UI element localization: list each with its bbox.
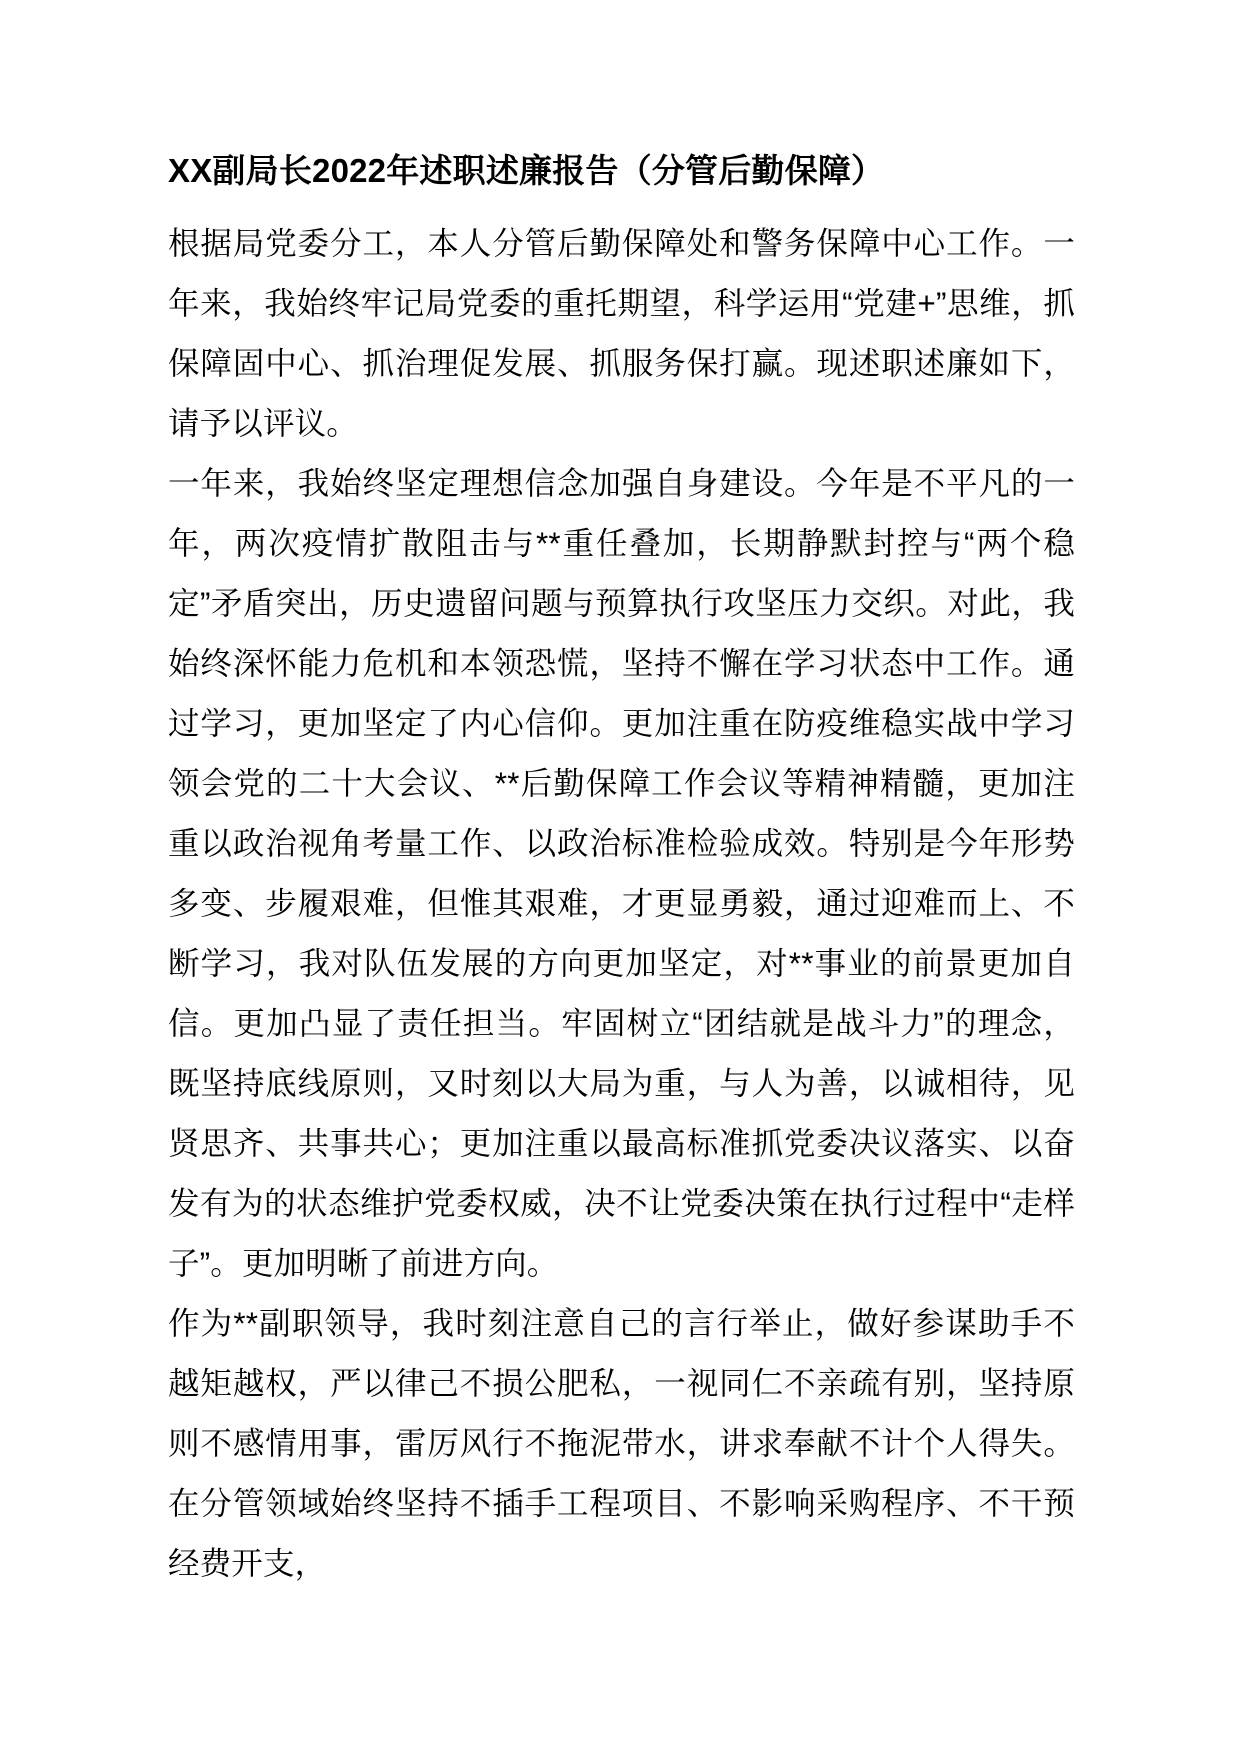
document-body	[168, 213, 1075, 1593]
paragraph-1: 根据局党委分工，本人分管后勤保障处和警务保障中心工作。一年来，我始终牢记局党委的重托期望，科学运用“党建+”思维，抓保障固中心、抓治理促发展、抓服务保打赢。现述职述廉如下，请予以评议。	[168, 225, 1075, 442]
page-title: XX副局长2022年述职述廉报告（分管后勤保障）	[168, 152, 885, 189]
paragraph-3: 作为**副职领导，我时刻注意自己的言行举止，做好参谋助手不越矩越权，严以律己不损公肥私，一视同仁不亲疏有别，坚持原则不感情用事，雷厉风行不拖泥带水，讲求奉献不计个人得失。在分管领域始终坚持不插手工程项目、不影响采购程序、不干预经费开支，	[168, 1305, 1075, 1582]
paragraph-2: 一年来，我始终坚定理想信念加强自身建设。今年是不平凡的一年，两次疫情扩散阻击与**重任叠加，长期静默封控与“两个稳定”矛盾突出，历史遗留问题与预算执行攻坚压力交织。对此，我始终深怀能力危机和本领恐慌，坚持不懈在学习状态中工作。通过学习，更加坚定了内心信仰。更加注重在防疫维稳实战中学习领会党的二十大会议、**后勤保障工作会议等精神精髓，更加注重以政治视角考量工作、以政治标准检验成效。特别是今年形势多变、步履艰难，但惟其艰难，才更显勇毅，通过迎难而上、不断学习，我对队伍发展的方向更加坚定，对**事业的前景更加自信。更加凸显了责任担当。牢固树立“团结就是战斗力”的理念，既坚持底线原则，又时刻以大局为重，与人为善，以诚相待，见贤思齐、共事共心；更加注重以最高标准抓党委决议落实、以奋发有为的状态维护党委权威，决不让党委决策在执行过程中“走样子”。更加明晰了前进方向。	[168, 465, 1075, 1282]
